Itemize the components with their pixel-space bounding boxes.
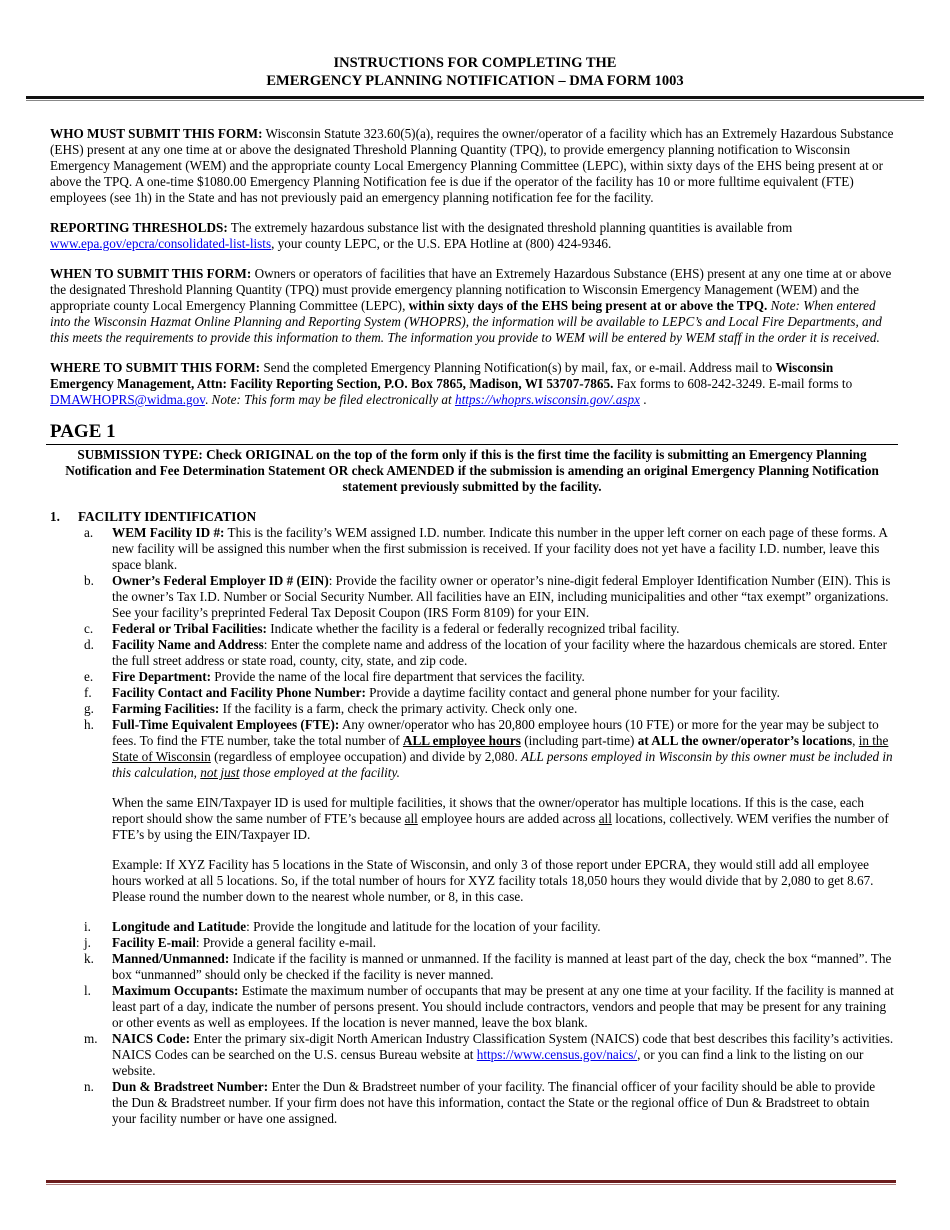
item-mark: a. (84, 525, 94, 540)
item-label: Longitude and Latitude (112, 919, 247, 934)
when-note: Note: When entered into the Wisconsin Hazmat Online Planning and Reporting System (WHOPRS), the information will be available to LEPC’s and Local Fire Departments, and this meets the requirements to provide this information to them. The information you provide to WEM will be entered by WEM staff in the order it is received. (50, 298, 882, 345)
where-heading: WHERE TO SUBMIT THIS FORM: (50, 360, 261, 375)
item-text: Enter the Dun & Bradstreet number of your facility. The financial officer of your facility should be able to provide the Dun & Bradstreet number. If your firm does not have this information, contact the State or the regional office of Dun & Bradstreet to obtain your facility number or have one assigned. (112, 1079, 876, 1126)
email-link[interactable]: DMAWHOPRS@widma.gov (50, 392, 205, 407)
when-text: Owners or operators of facilities that have an Extremely Hazardous Substance (EHS) present at any one time at or above the designated Threshold Planning Quantity (TPQ) must provide emergency planning notification to Wisconsin Emergency Management (WEM) and the appropriate county Local Emergency Planning Committee (LEPC), (50, 266, 892, 313)
item-mark: j. (84, 935, 91, 950)
item-text: Indicate if the facility is manned or unmanned. If the facility is manned at least part of the day, check the box “manned”. The box “unmanned” should only be checked if the facility is never manned. (112, 951, 892, 982)
item-mark: c. (84, 621, 94, 636)
item-text: (regardless of employee occupation) and divide by 2,080. (210, 749, 522, 764)
list-item-h (50, 717, 894, 781)
reporting-text-end: , your county LEPC, or the U.S. EPA Hotline at (800) 424-9346. (271, 236, 612, 251)
item-text: : Provide the facility owner or operator’s nine-digit federal Employer Identification Number (EIN). This is the owner’s Tax I.D. Number or Social Security Number. All facilities have an EIN, including municipalities and other “tax exempt” organizations. See your facility’s preprinted Federal Tax Deposit Coupon (IRS Form 8109) for your EIN. (112, 573, 891, 620)
item-label: Fire Department: (112, 669, 211, 684)
item-text: This is the facility’s WEM assigned I.D. number. Indicate this number in the upper left corner on each page of these forms. A new facility will be assigned this number when the first submission is received. If your facility does not yet have a facility I.D. number, leave this space blank. (112, 525, 888, 572)
item-text: : Provide the longitude and latitude for the location of your facility. (246, 919, 601, 934)
par-underline: all (404, 811, 418, 826)
when-deadline: within sixty days of the EHS being present at or above the TPQ. (408, 298, 768, 313)
item-mark: h. (84, 717, 94, 732)
who-heading: WHO MUST SUBMIT THIS FORM: (50, 126, 263, 141)
item-text: (including part-time) (520, 733, 638, 748)
item-mark: k. (84, 951, 94, 966)
par-underline: all (598, 811, 612, 826)
epa-link[interactable]: www.epa.gov/epcra/consolidated-list-lists (50, 236, 272, 251)
list-item-e (50, 669, 894, 685)
item-label: Maximum Occupants: (112, 983, 239, 998)
who-text: Wisconsin Statute 323.60(5)(a), requires the owner/operator of a facility which has an Extremely Hazardous Substance (EHS) present at any one time at or above the designated Threshold Planning Quantity (TPQ), to provide emergency planning notification to Wisconsin Emergency Management (WEM) and the appropriate county Local Emergency Planning Committee (LEPC), within sixty days of the EHS being present at or above the TPQ. A one-time $1080.00 Emergency Planning Notification fee is due if the operator of the facility has 10 or more fulltime equivalent (FTE) employees (see 1h) in the State and has not previously paid an emergency planning notification fee for the facility. (50, 126, 894, 205)
item-text: : Provide a general facility e-mail. (195, 935, 377, 950)
list-item-c (50, 621, 894, 637)
item-text: , or you can find a link to the listing on our website. (112, 1047, 864, 1078)
where-text: Send the completed Emergency Planning Notification(s) by mail, fax, or e-mail. Address mail to (260, 360, 776, 375)
submission-type-paragraph: SUBMISSION TYPE: Check ORIGINAL on the top of the form only if this is the first time the facility is submitting an Emergency Planning Notification and Fee Determination Statement OR check AMENDED if the submission is amending an original Emergency Planning Notification statement previously submitted by the facility. (65, 447, 879, 494)
when-to-submit-paragraph (50, 266, 894, 346)
where-sep: . (204, 392, 212, 407)
item-label: Farming Facilities: (112, 701, 220, 716)
section-1-title (50, 509, 894, 525)
item-mark: g. (84, 701, 94, 716)
item-italic: those employed at the facility. (239, 765, 400, 780)
document-body (50, 126, 894, 1127)
item-underline: in the State of Wisconsin (112, 733, 889, 764)
page-1-divider (46, 444, 898, 445)
list-item-n (50, 1079, 894, 1127)
top-divider (26, 96, 924, 99)
item-underline: ALL employee hours (402, 733, 521, 748)
item-label: Dun & Bradstreet Number: (112, 1079, 269, 1094)
item-text: Provide a daytime facility contact and general phone number for your facility. (365, 685, 780, 700)
list-item-i (50, 919, 894, 935)
item-text: Indicate whether the facility is a federal or federally recognized tribal facility. (266, 621, 680, 636)
census-naics-link[interactable]: https://www.census.gov/naics/ (476, 1047, 638, 1062)
item-label: Owner’s Federal Employer ID # (EIN) (112, 573, 329, 588)
facility-id-list-continued (50, 919, 894, 1127)
item-mark: d. (84, 637, 94, 652)
bottom-divider (46, 1180, 896, 1183)
list-item-k (50, 951, 894, 983)
list-item-l (50, 983, 894, 1031)
section-number: 1. (50, 509, 60, 524)
item-bold: at ALL the owner/operator’s locations (637, 733, 853, 748)
section-title-text: FACILITY IDENTIFICATION (78, 509, 257, 524)
item-mark: b. (84, 573, 94, 588)
reporting-heading: REPORTING THRESHOLDS: (50, 220, 228, 235)
list-item-g (50, 701, 894, 717)
bottom-divider-thin (46, 1184, 896, 1185)
reporting-thresholds-paragraph (50, 220, 894, 252)
mailing-address: Wisconsin Emergency Management, Attn: Facility Reporting Section, P.O. Box 7865, Madison, WI 53707-7865. (50, 360, 834, 391)
item-italic-underline: not just (200, 765, 240, 780)
item-mark: m. (84, 1031, 98, 1046)
fte-explanation-paragraph (50, 795, 894, 843)
page-1-heading: PAGE 1 (50, 421, 116, 442)
where-to-submit-paragraph (50, 360, 894, 408)
item-label: Federal or Tribal Facilities: (112, 621, 267, 636)
item-mark: f. (84, 685, 92, 700)
top-divider-thin (26, 100, 924, 101)
list-item-a (50, 525, 894, 573)
item-label: WEM Facility ID #: (112, 525, 225, 540)
whoprs-url: https://whoprs.wisconsin.gov/.aspx (454, 392, 640, 407)
item-label: Facility Contact and Facility Phone Number: (112, 685, 366, 700)
item-mark: i. (84, 919, 91, 934)
list-item-j (50, 935, 894, 951)
title-line-2: EMERGENCY PLANNING NOTIFICATION – DMA FORM 1003 (266, 73, 684, 89)
item-text: If the facility is a farm, check the primary activity. Check only one. (219, 701, 578, 716)
item-label: Facility Name and Address (112, 637, 264, 652)
item-italic: ALL persons employed in Wisconsin by this owner must be included in this calculation, (112, 749, 893, 780)
item-text: Estimate the maximum number of occupants that may be present at any one time at your facility. If the facility is manned at least part of a day, indicate the number of persons present. You should include contractors, vendors and people that may be present for any training or other events as well as employees. If the location is never manned, leave the box blank. (112, 983, 894, 1030)
item-text: : Enter the complete name and address of the location of your facility where the hazardous chemicals are stored. Enter the full street address or state road, county, city, state, and zip code. (112, 637, 888, 668)
item-mark: l. (84, 983, 91, 998)
who-must-submit-paragraph (50, 126, 894, 206)
reporting-text: The extremely hazardous substance list with the designated threshold planning quantities is available from (227, 220, 793, 235)
item-mark: n. (84, 1079, 94, 1094)
par-text: employee hours are added across (417, 811, 599, 826)
whoprs-link[interactable] (455, 392, 640, 407)
par-text: When the same EIN/Taxpayer ID is used for multiple facilities, it shows that the owner/operator has multiple locations. If this is the case, each report should show the same number of FTE’s because (112, 795, 865, 826)
list-item-b (50, 573, 894, 621)
facility-id-list (50, 525, 894, 781)
where-note: Note: This form may be filed electronically at (211, 392, 455, 407)
item-label: NAICS Code: (112, 1031, 191, 1046)
item-text: , (852, 733, 859, 748)
list-item-m (50, 1031, 894, 1079)
where-end: . (639, 392, 647, 407)
item-label: Full-Time Equivalent Employees (FTE): (112, 717, 340, 732)
item-label: Facility E-mail (112, 935, 196, 950)
item-text: Any owner/operator who has 20,800 employee hours (10 FTE) or more for the year may be subject to fees. To find the FTE number, take the total number of (112, 717, 879, 748)
list-item-f (50, 685, 894, 701)
page-title (0, 0, 950, 90)
item-text: Enter the primary six-digit North American Industry Classification System (NAICS) code that best describes this facility’s activities. NAICS Codes can be searched on the U.S. census Bureau website at (112, 1031, 894, 1062)
item-label: Manned/Unmanned: (112, 951, 230, 966)
when-heading: WHEN TO SUBMIT THIS FORM: (50, 266, 252, 281)
fte-example-paragraph: Example: If XYZ Facility has 5 locations in the State of Wisconsin, and only 3 of those report under EPCRA, they would still add all employee hours worked at all 5 locations. So, if the total number of hours for XYZ facility totals 18,050 hours they would divide that by 2,080 to get 8.67. Please round the number down to the nearest whole number, or 8, in this case. (112, 857, 874, 904)
par-text: locations, collectively. WEM verifies the number of FTE’s by using the EIN/Taxpayer ID. (112, 811, 889, 842)
title-line-1: INSTRUCTIONS FOR COMPLETING THE (333, 55, 617, 71)
item-text: Provide the name of the local fire department that services the facility. (211, 669, 585, 684)
list-item-d (50, 637, 894, 669)
where-fax-text: Fax forms to 608-242-3249. E-mail forms to (613, 376, 853, 391)
item-mark: e. (84, 669, 94, 684)
